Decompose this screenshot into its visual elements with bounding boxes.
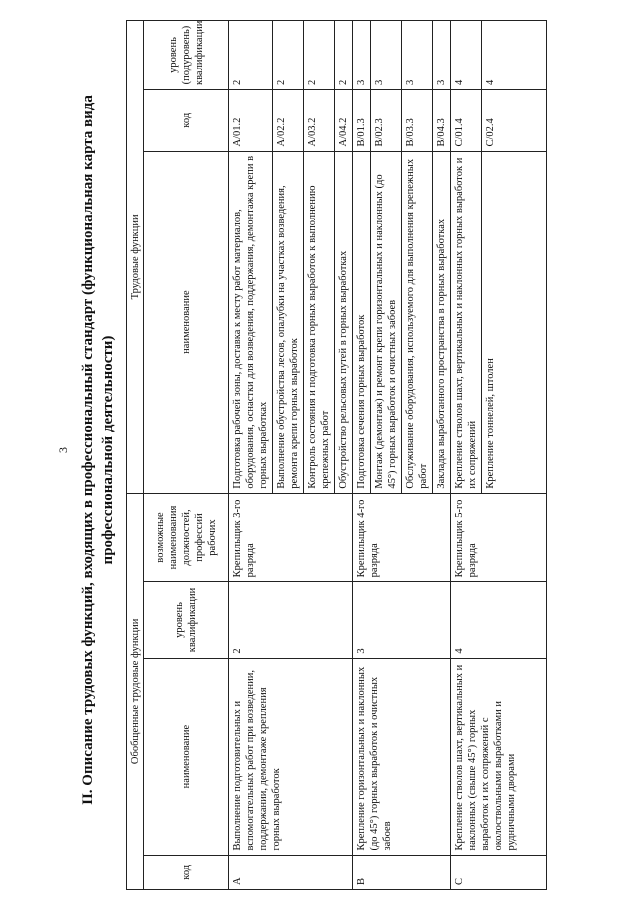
function-name: Контроль состояния и подготовка горных выработок к выполнению крепежных работ: [304, 151, 335, 493]
header-name: наименование: [144, 658, 229, 855]
function-name: Подготовка рабочей зоны, доставка к месту работ материалов, оборудования, оснастки для возведения, поддержания, демонтажа крепи в горных выработках: [229, 151, 273, 493]
function-level: 3: [433, 21, 451, 90]
section-title: [78, 10, 118, 890]
function-name: Обустройство рельсовых путей в горных выработках: [335, 151, 353, 493]
header-qualification-level: уровень квалификации: [144, 582, 229, 658]
table-row: [353, 21, 371, 890]
group-position: Крепильщик 3-го разряда: [229, 493, 353, 582]
function-level: 2: [229, 21, 273, 90]
function-code: A/01.2: [229, 89, 273, 151]
group-level: 4: [451, 582, 547, 658]
header-generalized-functions: Обобщенные трудовые функции: [127, 493, 144, 889]
function-name: Крепление тоннелей, штолен: [482, 151, 547, 493]
header-tf-level: уровень (подуровень) квалификации: [144, 21, 229, 90]
group-position: Крепильщик 5-го разряда: [451, 493, 547, 582]
group-level: 3: [353, 582, 451, 658]
section-title-line1: II. Описание трудовых функций, входящих в профессиональный стандарт (функциональная карта вида: [80, 95, 96, 805]
function-code: C/01.4: [451, 89, 482, 151]
function-code: A/03.2: [304, 89, 335, 151]
page-number: 3: [56, 447, 70, 453]
function-level: 3: [353, 21, 371, 90]
group-name: Выполнение подготовительных и вспомогательных работ при возведении, поддержании, демонтаже крепления горных выработок: [229, 658, 353, 855]
group-code: A: [229, 855, 353, 889]
function-code: A/02.2: [273, 89, 304, 151]
section-title-line2: профессиональной деятельности): [100, 335, 116, 565]
function-level: 2: [273, 21, 304, 90]
function-code: B/02.3: [371, 89, 402, 151]
group-position: Крепильщик 4-го разряда: [353, 493, 451, 582]
function-name: Закладка выработанного пространства в горных выработках: [433, 151, 451, 493]
header-positions: возможные наименования должностей, профессий рабочих: [144, 493, 229, 582]
header-tf-name: наименование: [144, 151, 229, 493]
header-tf-code: код: [144, 89, 229, 151]
function-level: 4: [482, 21, 547, 90]
function-name: Выполнение обустройства лесов, опалубки на участках возведения, ремонта крепи горных выработок: [273, 151, 304, 493]
table-row: [451, 21, 482, 890]
function-level: 2: [304, 21, 335, 90]
group-code: C: [451, 855, 547, 889]
function-code: C/02.4: [482, 89, 547, 151]
functional-map-table: [126, 20, 547, 890]
header-labor-functions: Трудовые функции: [127, 21, 144, 494]
group-name: Крепление горизонтальных и наклонных (до 45°) горных выработок и очистных забоев: [353, 658, 451, 855]
function-name: Обслуживание оборудования, используемого для выполнения крепежных работ: [402, 151, 433, 493]
function-name: Подготовка сечения горных выработок: [353, 151, 371, 493]
table-row: [229, 21, 273, 890]
function-code: B/03.3: [402, 89, 433, 151]
group-name: Крепление стволов шахт, вертикальных и наклонных (свыше 45°) горных выработок и их сопряжений с околоствольными выработками и рудничными дворами: [451, 658, 547, 855]
function-level: 3: [402, 21, 433, 90]
function-code: A/04.2: [335, 89, 353, 151]
function-code: B/01.3: [353, 89, 371, 151]
function-level: 3: [371, 21, 402, 90]
rotated-landscape-content: [50, 10, 610, 890]
function-name: Монтаж (демонтаж) и ремонт крепи горизонтальных и наклонных (до 45°) горных выработок и очистных забоев: [371, 151, 402, 493]
header-code: код: [144, 855, 229, 889]
function-level: 2: [335, 21, 353, 90]
group-level: 2: [229, 582, 353, 658]
function-name: Крепление стволов шахт, вертикальных и наклонных горных выработок и их сопряжений: [451, 151, 482, 493]
function-code: B/04.3: [433, 89, 451, 151]
function-level: 4: [451, 21, 482, 90]
group-code: B: [353, 855, 451, 889]
